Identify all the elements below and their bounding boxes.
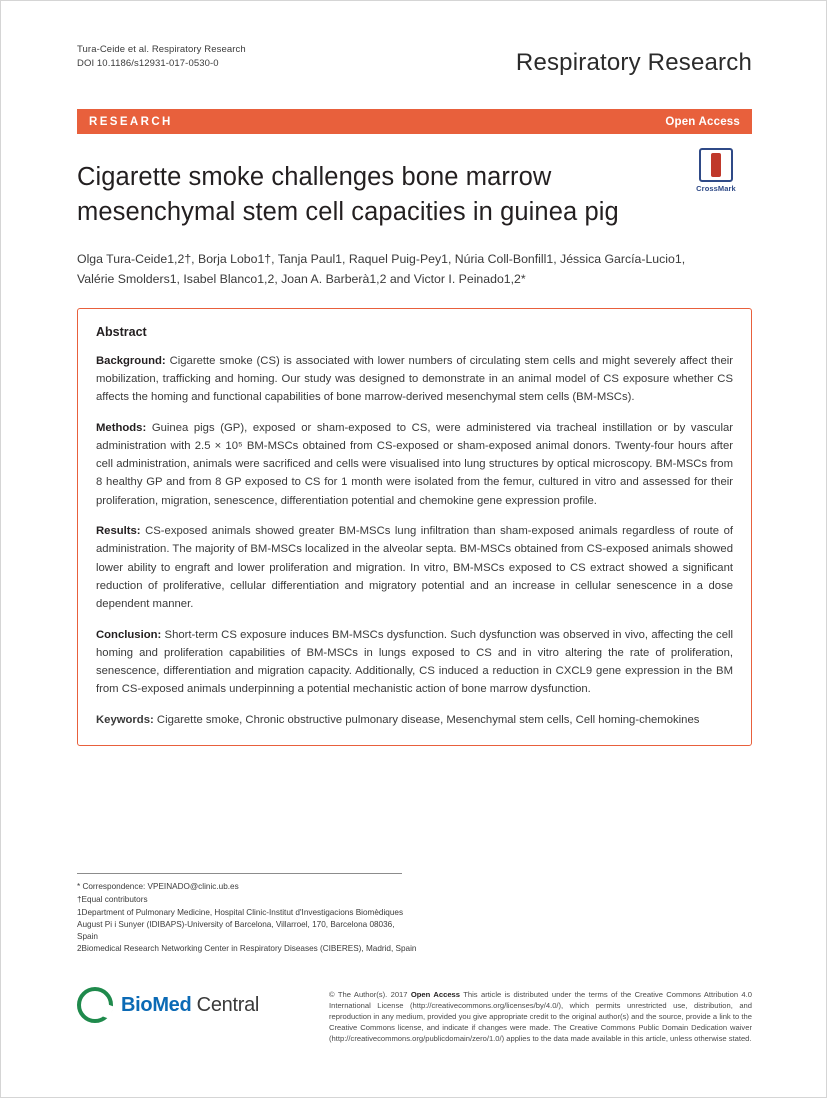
abstract-label-background: Background: — [96, 354, 166, 367]
biomed-wordmark-primary: BioMed — [121, 993, 192, 1016]
keywords-label: Keywords: — [96, 713, 154, 726]
citation-line-1: Tura-Ceide et al. Respiratory Research — [77, 44, 246, 55]
copyright-body: This article is distributed under the terms of the Creative Commons Attribution 4.0 International License (http://creativecommons.org/licenses/by/4.0/), which permits unrestricted use, distribution, and reproduction in any medium, provided you give appropriate credit to the original author(s) and the source, provide a link to the Creative Commons license, and indicate if changes were made. The Creative Commons Public Domain Dedication waiver (http://creativecommons.org/publicdomain/zero/1.0/) applies to the data made available in this article, unless otherwise stated. — [329, 990, 752, 1043]
footnote-affiliation-2: 2Biomedical Research Networking Center in Respiratory Diseases (CIBERES), Madrid, Spain — [77, 944, 417, 954]
abstract-section-conclusion — [96, 626, 733, 699]
page-title: Cigarette smoke challenges bone marrow mesenchymal stem cell capacities in guinea pig — [77, 163, 619, 226]
abstract-label-conclusion: Conclusion: — [96, 628, 162, 641]
keywords-row — [96, 711, 733, 729]
article-type-label: RESEARCH — [89, 115, 173, 128]
abstract-text-methods: Guinea pigs (GP), exposed or sham-exposed to CS, were administered via tracheal instillation or by vascular administration with 2.5 × 10⁵ BM-MSCs obtained from CS-exposed or sham-exposed animal donors. Twenty-four hours after cell administration, animals were sacrificed and cells were visualised into lung structures by optical microscopy. BM-MSCs from 8 healthy GP and from 8 GP exposed to CS for 1 month were isolated from the femur, cultured in vitro and assessed for their proliferation, migration, senescence, differentiation potential and chemokine gene expression profile. — [96, 421, 733, 507]
crossmark-icon — [699, 148, 733, 182]
footnote-divider — [77, 873, 402, 874]
abstract-section-results — [96, 522, 733, 613]
footnote-correspondence[interactable]: * Correspondence: VPEINADO@clinic.ub.es — [77, 882, 239, 891]
footnotes — [77, 873, 417, 956]
abstract-text-results: CS-exposed animals showed greater BM-MSCs lung infiltration than sham-exposed animals regardless of route of administration. The majority of BM-MSCs localized in the alveolar septa. BM-MSCs obtained from CS-exposed animals showed lower ability to engraft and lower proliferation and migration. In vitro, BM-MSCs exposed to CS extract showed a significant reduction of proliferative, cellular differentiation and migratory potential and an increase in cellular senescence in a dose dependent manner. — [96, 525, 733, 611]
research-banner — [77, 109, 752, 134]
journal-title: Respiratory Research — [515, 49, 752, 76]
biomed-wordmark-secondary: Central — [191, 993, 260, 1016]
title-row — [77, 160, 752, 230]
abstract-text-background: Cigarette smoke (CS) is associated with lower numbers of circulating stem cells and might severely affect their mobilization, trafficking and homing. Our study was designed to demonstrate in an animal model of CS exposure whether CS affects the homing and functional capabilities of bone marrow-derived mesenchymal stem cells (BM-MSCs). — [96, 354, 733, 404]
abstract-heading: Abstract — [96, 324, 147, 339]
citation-line-2: DOI 10.1186/s12931-017-0530-0 — [77, 57, 219, 69]
footnote-affiliation-1: 1Department of Pulmonary Medicine, Hospital Clinic-Institut d'Investigacions Biomèdiques August Pi i Sunyer (IDIBAPS)-University of Barcelona, Villarroel, 170, Barcelona 08036, Spain — [77, 907, 404, 941]
abstract-section-methods — [96, 419, 733, 510]
abstract-text-conclusion: Short-term CS exposure induces BM-MSCs dysfunction. Such dysfunction was observed in vivo, affecting the cell homing and proliferation capabilities of BM-MSCs in lungs exposed to CS and in vitro altering the rate of proliferation, senescence, differentiation and migration capacity. Additionally, CS induced a reduction in CXCL9 gene expression in the BM from CS-exposed animals underpinning a potential mechanistic action of bone marrow dysfunction. — [96, 628, 733, 696]
crossmark-label: CrossMark — [696, 184, 736, 193]
abstract-label-methods: Methods: — [96, 421, 147, 434]
author-list: Olga Tura-Ceide1,2†, Borja Lobo1†, Tanja Paul1, Raquel Puig-Pey1, Núria Coll-Bonfill1, Jéssica García-Lucio1, Valérie Smolders1, Isabel Blanco1,2, Joan A. Barberà1,2 and Victor I. Peinado1,2* — [77, 251, 686, 286]
copyright-open-access: Open Access — [410, 990, 460, 999]
biomed-wordmark — [121, 994, 259, 1017]
biomed-ring-icon — [77, 987, 113, 1023]
crossmark-badge[interactable] — [680, 148, 752, 193]
copyright-prefix: © The Author(s). 2017 — [329, 990, 411, 999]
abstract-label-results: Results: — [96, 525, 141, 538]
keywords-text: Cigarette smoke, Chronic obstructive pulmonary disease, Mesenchymal stem cells, Cell homing-chemokines — [153, 713, 700, 726]
abstract-section-background — [96, 352, 733, 407]
page-content — [77, 1, 752, 1098]
page-header — [77, 1, 752, 77]
footnote-equal-contributors: †Equal contributors — [77, 894, 148, 904]
citation-block — [77, 43, 246, 71]
abstract-box — [77, 308, 752, 746]
copyright-notice — [329, 989, 752, 1044]
open-access-label: Open Access — [665, 115, 740, 128]
biomed-central-logo — [77, 987, 259, 1023]
